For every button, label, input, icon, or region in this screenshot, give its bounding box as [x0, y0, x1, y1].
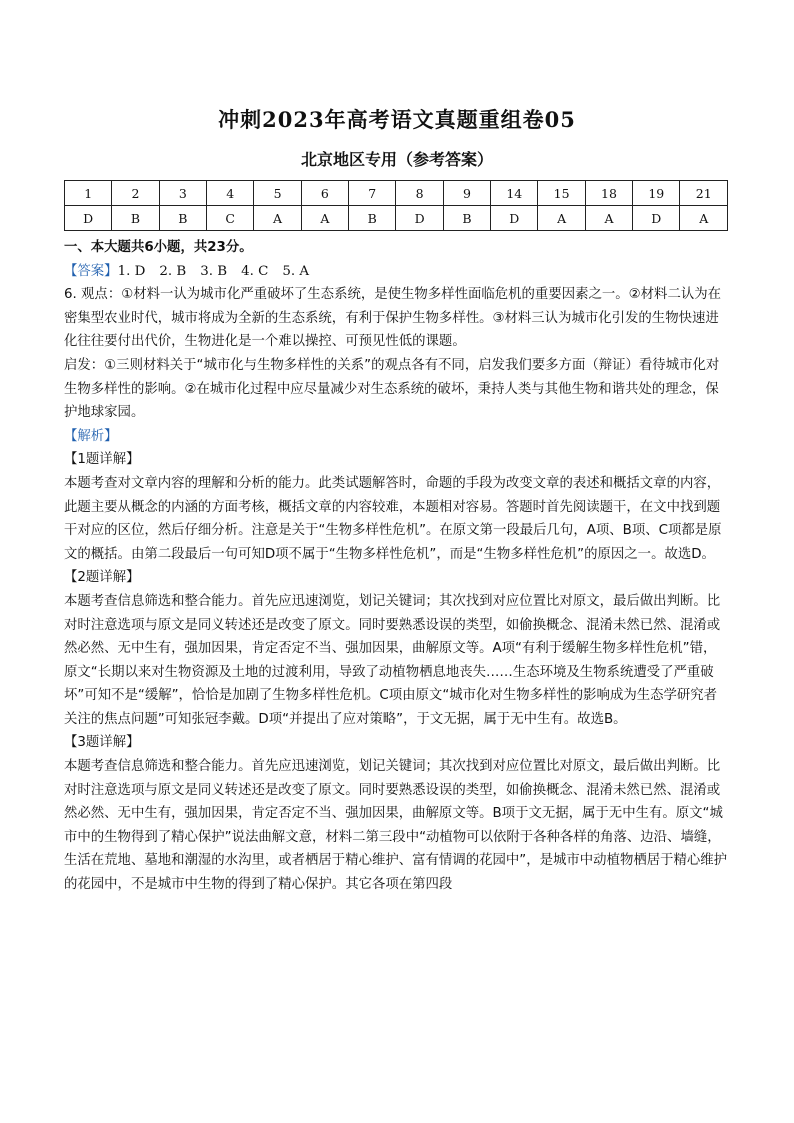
- q2-detail-label: 【2题详解】: [64, 570, 140, 586]
- answer-item: 5. A: [282, 263, 310, 279]
- analysis-label: 【解析】: [64, 428, 118, 444]
- question-number-cell: 1: [65, 181, 112, 206]
- question-number-cell: 14: [491, 181, 538, 206]
- answer-cell: D: [65, 206, 112, 231]
- answer-label: 【答案】: [64, 263, 118, 279]
- question-number-cell: 5: [254, 181, 301, 206]
- page-title: 冲刺2023年高考语文真题重组卷05: [218, 107, 576, 132]
- answer-item: 1. D: [117, 263, 146, 279]
- q6-insight-paragraph: 启发：①三则材料关于“城市化与生物多样性的关系”的观点各有不同，启发我们要多方面（辩证）看待城市化对生物多样性的影响。②在城市化过程中应尽量减少对生态系统的破坏，秉持人类与其他生物和谐共处的理念，保护地球家园。: [64, 357, 720, 421]
- answer-cell: A: [538, 206, 585, 231]
- answer-table-number-row: [65, 181, 728, 206]
- question-number-cell: 15: [538, 181, 585, 206]
- question-number-cell: 8: [396, 181, 443, 206]
- answer-content: [64, 236, 728, 897]
- q3-detail-paragraph: 本题考查信息筛选和整合能力。首先应迅速浏览，划记关键词；其次找到对应位置比对原文，最后做出判断。比对时注意选项与原文是同义转述还是改变了原文。同时要熟悉设误的类型，如偷换概念、混淆未然已然、混淆或然必然、无中生有，强加因果，肯定否定不当、强加因果，曲解原文等。B项于文无据，属于无中生有。原文“城市中的生物得到了精心保护”说法曲解文意，材料二第三段中“动植物可以依附于各种各样的角落、边沿、墙缝，生活在荒地、墓地和潮湿的水沟里，或者栖居于精心维护、富有情调的花园中”，是城市中动植物栖居于精心维护的花园中，不是城市中生物的得到了精心保护。其它各项在第四段: [64, 759, 728, 893]
- question-number-cell: 18: [585, 181, 632, 206]
- question-number-cell: 3: [159, 181, 206, 206]
- answer-cell: B: [443, 206, 490, 231]
- question-number-cell: 19: [633, 181, 680, 206]
- answer-cell: A: [585, 206, 632, 231]
- q2-detail-paragraph: 本题考查信息筛选和整合能力。首先应迅速浏览，划记关键词；其次找到对应位置比对原文，最后做出判断。比对时注意选项与原文是同义转述还是改变了原文。同时要熟悉设误的类型，如偷换概念、混淆未然已然、混淆或然必然、无中生有，强加因果，肯定否定不当、强加因果，曲解原文等。A项“有利于缓解生物多样性危机”错，原文“长期以来对生物资源及土地的过渡利用，导致了动植物栖息地丧失……生态环境及生物系统遭受了严重破坏”可知不是“缓解”，恰恰是加剧了生物多样性危机。C项由原文“城市化对生物多样性的影响成为生态学研究者关注的焦点问题”可知张冠李戴。D项“并提出了应对策略”，于文无据，属于无中生有。故选B。: [64, 593, 721, 727]
- answer-cell: C: [207, 206, 254, 231]
- answer-item: 2. B: [159, 263, 187, 279]
- page-subtitle: 北京地区专用（参考答案）: [300, 150, 493, 169]
- answer-cell: D: [396, 206, 443, 231]
- question-number-cell: 2: [112, 181, 159, 206]
- q3-detail-label: 【3题详解】: [64, 735, 140, 751]
- question-number-cell: 21: [680, 181, 728, 206]
- question-number-cell: 7: [349, 181, 396, 206]
- q1-detail-label: 【1题详解】: [64, 452, 140, 468]
- answer-cell: A: [680, 206, 728, 231]
- answer-item: 4. C: [241, 263, 269, 279]
- answer-cell: B: [159, 206, 206, 231]
- question-number-cell: 6: [301, 181, 348, 206]
- answer-cell: A: [254, 206, 301, 231]
- answer-cell: B: [112, 206, 159, 231]
- answer-table-answer-row: [65, 206, 728, 231]
- q6-viewpoint-paragraph: 6. 观点：①材料一认为城市化严重破坏了生态系统，是使生物多样性面临危机的重要因素之一。②材料二认为在密集型农业时代，城市将成为全新的生态系统，有利于保护生物多样性。③材料三认为城市化引发的生物快速进化往往要付出代价，生物进化是一个难以操控、可预见性低的课题。: [64, 287, 722, 350]
- q1-detail-paragraph: 本题考查对文章内容的理解和分析的能力。此类试题解答时，命题的手段为改变文章的表述和概括文章的内容，此题主要从概念的内涵的方面考核，概括文章的内容较难，本题相对容易。答题时首先阅读题干，在文中找到题干对应的区位，然后仔细分析。注意是关于“生物多样性危机”。在原文第一段最后几句，A项、B项、C项都是原文的概括。由第二段最后一句可知D项不属于“生物多样性危机”，而是“生物多样性危机”的原因之一。故选D。: [64, 475, 722, 562]
- answer-table: [64, 180, 728, 231]
- answer-cell: D: [491, 206, 538, 231]
- section-heading: 一、本大题共6小题，共23分。: [64, 240, 253, 255]
- question-number-cell: 4: [207, 181, 254, 206]
- answer-item: 3. B: [200, 263, 228, 279]
- answer-cell: A: [301, 206, 348, 231]
- answer-cell: B: [349, 206, 396, 231]
- answer-cell: D: [633, 206, 680, 231]
- answer-line: [64, 260, 728, 284]
- question-number-cell: 9: [443, 181, 490, 206]
